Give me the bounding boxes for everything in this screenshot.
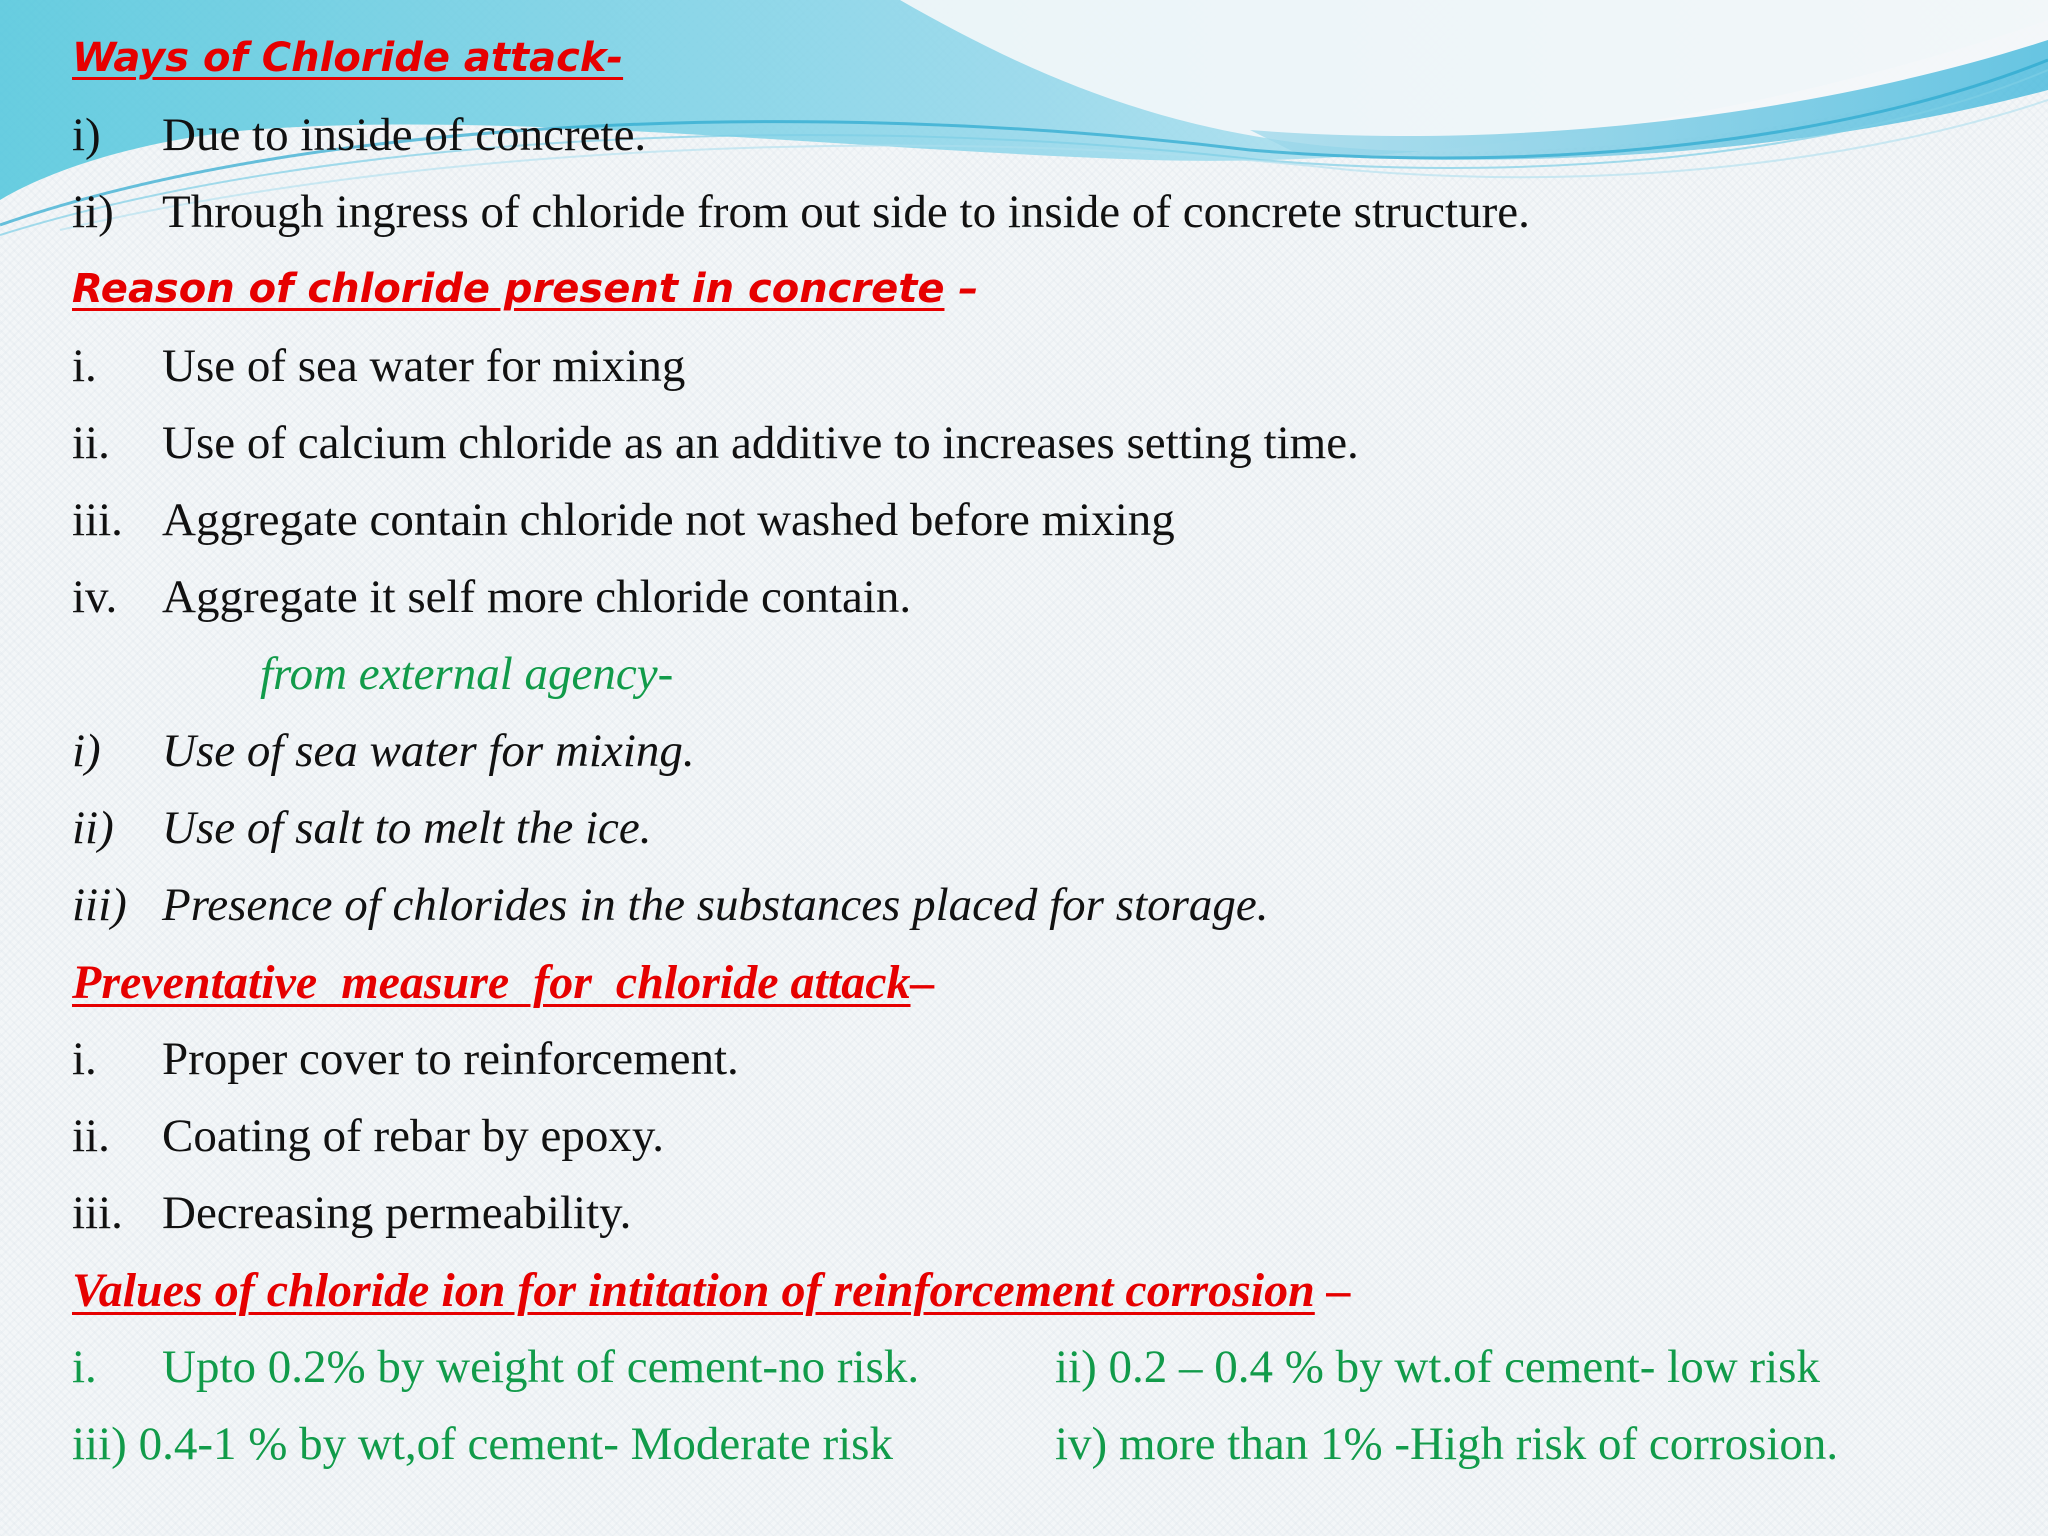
- item-number: iii.: [72, 1187, 123, 1239]
- list-item: [72, 174, 2032, 251]
- list-item: [72, 790, 2032, 867]
- item-number: ii): [72, 802, 114, 854]
- item-number: i.: [72, 1341, 97, 1393]
- reason-heading-suffix: –: [944, 266, 979, 312]
- ways-heading: [72, 20, 2032, 97]
- item-text: Use of salt to melt the ice.: [162, 802, 652, 854]
- preventative-heading-text: Preventative measure for chloride attack: [72, 956, 911, 1009]
- item-number: iv.: [72, 571, 118, 623]
- reason-heading: [72, 251, 2032, 328]
- preventative-heading-suffix: –: [910, 956, 935, 1009]
- item-number: ii): [72, 186, 114, 238]
- item-text: Use of sea water for mixing.: [162, 725, 695, 777]
- item-number: iii): [72, 879, 127, 931]
- item-number: i): [72, 109, 101, 161]
- values-heading: [72, 1252, 2032, 1329]
- item-text: Presence of chlorides in the substances placed for storage.: [162, 879, 1269, 931]
- values-heading-suffix: –: [1314, 1264, 1351, 1317]
- item-text-col2: iv) more than 1% -High risk of corrosion.: [1055, 1418, 1839, 1470]
- item-text: Aggregate it self more chloride contain.: [162, 571, 912, 623]
- item-text: iii) 0.4-1 % by wt,of cement- Moderate risk: [72, 1418, 893, 1470]
- item-text: Due to inside of concrete.: [162, 109, 647, 161]
- item-number: i.: [72, 1033, 97, 1085]
- item-text-col2: ii) 0.2 – 0.4 % by wt.of cement- low risk: [1055, 1341, 1820, 1393]
- item-text: Decreasing permeability.: [162, 1187, 632, 1239]
- list-item: [72, 1175, 2032, 1252]
- list-item: [72, 405, 2032, 482]
- list-item: [72, 1021, 2032, 1098]
- list-item: [72, 328, 2032, 405]
- item-text: Aggregate contain chloride not washed before mixing: [162, 494, 1175, 546]
- list-item: [72, 97, 2032, 174]
- item-number: ii.: [72, 417, 110, 469]
- item-text: Use of calcium chloride as an additive to increases setting time.: [162, 417, 1359, 469]
- preventative-heading: [72, 944, 2032, 1021]
- item-text: Proper cover to reinforcement.: [162, 1033, 739, 1085]
- item-number: i.: [72, 340, 97, 392]
- list-item: [72, 713, 2032, 790]
- list-item: [72, 559, 2032, 636]
- list-item: [72, 482, 2032, 559]
- ways-heading-text: Ways of Chloride attack-: [72, 35, 624, 81]
- item-text: Coating of rebar by epoxy.: [162, 1110, 665, 1162]
- list-item: [72, 1098, 2032, 1175]
- item-number: iii.: [72, 494, 123, 546]
- slide-content: [72, 20, 2032, 1483]
- values-heading-text: Values of chloride ion for intitation of reinforcement corrosion: [72, 1264, 1315, 1317]
- external-agency-label: from external agency-: [260, 648, 674, 700]
- list-item: [72, 867, 2032, 944]
- item-text: Use of sea water for mixing: [162, 340, 686, 392]
- item-number: ii.: [72, 1110, 110, 1162]
- item-text: Through ingress of chloride from out side to inside of concrete structure.: [162, 186, 1530, 238]
- values-row-1: [72, 1329, 2032, 1406]
- reason-heading-text: Reason of chloride present in concrete: [72, 266, 945, 312]
- item-number: i): [72, 725, 101, 777]
- values-row-2: [72, 1406, 2032, 1483]
- item-text: Upto 0.2% by weight of cement-no risk.: [162, 1341, 920, 1393]
